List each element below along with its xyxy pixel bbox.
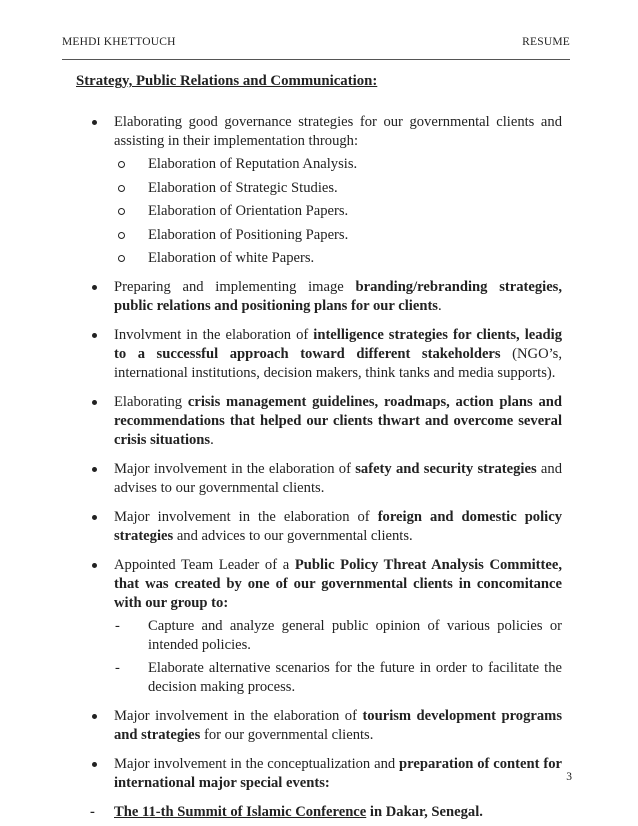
sub-list-item [114,226,562,245]
item-text: . [437,298,442,315]
sub-list-item [114,249,562,268]
bullet-icon [92,762,97,767]
item-bold-text: safety and security strategies [355,461,537,478]
item-text: Preparing and implementing image [114,279,356,296]
sub-list-item [114,155,562,174]
circle-bullet-icon [118,185,125,192]
header-name: MEHDI KHETTOUCH [62,36,176,48]
item-text: and advises to our governmental clients. [114,461,562,497]
list-item [76,556,562,697]
dash-bullet: - [115,618,120,635]
sub-item-text: Elaboration of Positioning Papers. [148,226,349,243]
item-text: (NGO’s, international institutions, decision makers, think tanks and media supports). [114,346,562,382]
item-text: for our governmental clients. [200,727,374,744]
circle-bullet-icon [118,232,125,239]
item-text: Appointed Team Leader of a [114,557,295,574]
item-bold-text: foreign and domestic policy strategies [114,509,562,545]
list-item [76,755,562,793]
list-item [76,393,562,450]
sub-list-item [114,202,562,221]
item-bold-text: preparation of content for international major special events: [114,756,562,792]
list-item [76,113,562,268]
circle-bullet-icon [118,161,125,168]
section-content [76,113,562,822]
section-title: Strategy, Public Relations and Communication: [76,73,378,89]
page-header [62,36,570,60]
sub-list [114,155,562,268]
list-item [76,278,562,316]
bullet-icon [92,120,97,125]
dash-bullet: - [90,804,95,821]
item-bold-text: crisis management guidelines, roadmaps, action plans and recommendations that helped our clients thwart and overcome several crisis situations [114,394,562,449]
bullet-icon [92,515,97,520]
header-doc-type: RESUME [522,36,570,48]
item-bold-text: tourism development programs and strategies [114,708,563,744]
dash-item-text: Elaborate alternative scenarios for the future in order to facilitate the decision making process. [148,660,562,696]
item-bold-text: intelligence strategies for clients, leadig to a successful approach toward different stakeholders [114,327,562,363]
item-text: and advices to our governmental clients. [173,528,413,545]
dash-list-item [114,617,562,655]
item-text: Major involvement in the elaboration of [114,708,363,725]
item-text: Elaborating [114,394,188,411]
bullet-icon [92,285,97,290]
dash-item-text: Capture and analyze general public opinion of various policies or intended policies. [148,618,562,654]
event-name: The 11-th Summit of Islamic Conference [114,804,367,821]
item-bold-text: Public Policy Threat Analysis Committee, that was created by one of our governmental clients in concomitance with our group to: [114,557,563,612]
sub-item-text: Elaboration of Reputation Analysis. [148,156,358,172]
sub-item-text: Elaboration of Orientation Papers. [148,203,349,220]
list-item [76,460,562,498]
event-location: in Dakar, Senegal. [366,804,483,821]
circle-bullet-icon [118,208,125,215]
item-text: Major involvement in the elaboration of [114,461,356,478]
circle-bullet-icon [118,255,125,262]
dash-list-item [114,659,562,697]
dash-bullet: - [115,660,120,677]
sub-item-text: Elaboration of Strategic Studies. [148,179,338,196]
item-text: Elaborating good governance strategies for our governmental clients and assisting in their implementation through: [114,114,562,149]
list-item [76,707,562,745]
bullet-icon [92,563,97,568]
bullet-icon [92,467,97,472]
bullet-icon [92,714,97,719]
bullet-icon [92,333,97,338]
dash-list [114,617,562,697]
list-item [76,508,562,546]
item-text: Major involvement in the conceptualization and [114,756,400,773]
item-text: . [210,432,214,449]
item-text: Involvment in the elaboration of [114,327,314,344]
sub-item-text: Elaboration of white Papers. [148,250,315,267]
bullet-icon [92,400,97,405]
sub-list-item [114,179,562,198]
item-text: Major involvement in the elaboration of [114,509,378,526]
event-item [76,803,562,822]
list-item [76,326,562,383]
item-bold-text: branding/rebranding strategies, public relations and positioning plans for our clients [114,279,562,315]
page-number: 3 [566,771,572,783]
